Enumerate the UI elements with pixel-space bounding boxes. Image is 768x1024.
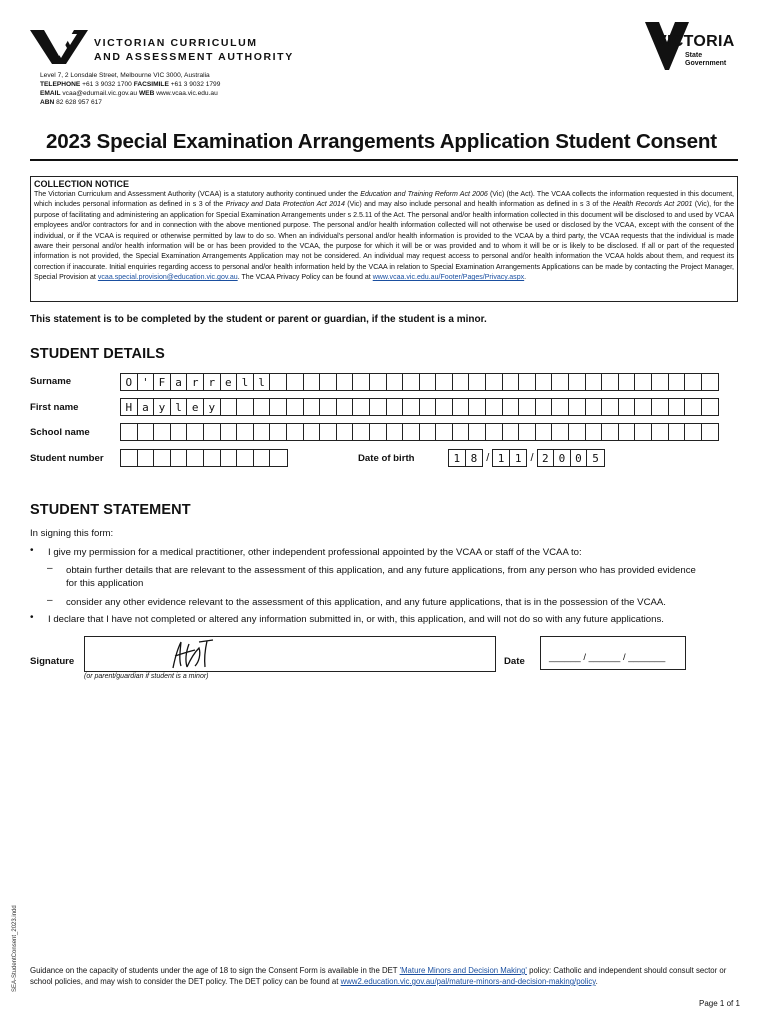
privacy-policy-link[interactable]: www.vcaa.vic.edu.au/Footer/Pages/Privacy.aspx [372,274,525,282]
char-box[interactable] [121,424,138,440]
first-name-field[interactable] [120,398,719,416]
char-box[interactable] [353,374,370,390]
char-box[interactable] [469,424,486,440]
handwritten-signature-icon [169,638,219,672]
char-box[interactable] [420,399,437,415]
statement-subitem-evidence: consider any other evidence relevant to the assessment of this application, and any future applications, that is in the possession of the VCAA. [66,597,666,608]
char-box[interactable] [669,374,686,390]
char-box[interactable] [420,424,437,440]
char-box[interactable] [403,399,420,415]
char-box[interactable] [702,374,719,390]
char-box[interactable]: ' [138,374,155,390]
date-field-lines: ______ / ______ / _______ [549,652,666,663]
char-box[interactable] [387,399,404,415]
surname-field[interactable] [120,373,719,391]
char-box[interactable] [221,450,238,466]
signature-note: (or parent/guardian if student is a minor) [84,673,209,680]
char-box[interactable] [420,374,437,390]
char-box[interactable]: r [204,374,221,390]
title-divider [30,159,738,161]
dob-day[interactable] [448,449,483,467]
char-box[interactable] [586,399,603,415]
char-box[interactable] [138,450,155,466]
char-box[interactable] [536,399,553,415]
char-box[interactable] [221,424,238,440]
statement-item-declaration: I declare that I have not completed or altered any information submitted in, or with, this application, and will not do so with any future applications. [48,614,664,625]
char-box[interactable] [370,374,387,390]
signature-field[interactable] [84,636,496,672]
char-box[interactable] [287,399,304,415]
char-box[interactable] [635,399,652,415]
dob-label: Date of birth [358,453,415,464]
char-box[interactable] [270,374,287,390]
char-box[interactable] [237,399,254,415]
char-box[interactable] [370,424,387,440]
char-box[interactable] [453,424,470,440]
student-statement-heading: STUDENT STATEMENT [30,502,191,518]
student-number-field[interactable] [120,449,288,467]
char-box[interactable] [536,424,553,440]
char-box[interactable]: 5 [592,451,599,465]
char-box[interactable] [387,374,404,390]
char-box[interactable]: l [237,374,254,390]
char-box[interactable] [320,424,337,440]
char-box[interactable]: y [154,399,171,415]
char-box[interactable] [635,424,652,440]
char-box[interactable] [702,424,719,440]
char-box[interactable]: a [171,374,188,390]
char-box[interactable] [685,374,702,390]
char-box[interactable] [669,399,686,415]
char-box[interactable]: e [187,399,204,415]
first-name-label: First name [30,402,79,413]
char-box[interactable]: l [171,399,188,415]
char-box[interactable] [121,450,138,466]
char-box[interactable] [652,424,669,440]
char-box[interactable] [237,450,254,466]
char-box[interactable] [469,399,486,415]
char-box[interactable] [486,399,503,415]
char-box[interactable] [685,424,702,440]
char-box[interactable]: 8 [470,451,478,465]
signature-label: Signature [30,656,75,667]
char-box[interactable] [436,399,453,415]
date-label: Date [504,656,525,667]
char-box[interactable] [586,374,603,390]
char-box[interactable] [519,374,536,390]
char-box[interactable] [370,399,387,415]
char-box[interactable] [669,424,686,440]
char-box[interactable] [154,450,171,466]
char-box[interactable]: 0 [554,450,571,466]
char-box[interactable] [254,424,271,440]
char-box[interactable] [171,424,188,440]
char-box[interactable] [702,399,719,415]
school-name-field[interactable] [120,423,719,441]
vcaa-logo-icon [28,26,90,66]
char-box[interactable] [270,424,287,440]
char-box[interactable] [254,399,271,415]
char-box[interactable] [619,399,636,415]
char-box[interactable] [320,399,337,415]
char-box[interactable] [403,374,420,390]
char-box[interactable] [619,374,636,390]
char-box[interactable] [154,424,171,440]
statement-subitem-details: obtain further details that are relevant to the assessment of this application, and any future applications, from any person who has provided evidence for this application [66,565,696,589]
dob-separator: / [486,452,490,464]
char-box[interactable] [171,450,188,466]
collection-notice-heading: COLLECTION NOTICE [34,179,129,189]
bullet-icon: • [30,612,34,623]
dash-icon: – [47,595,53,606]
char-box[interactable] [204,424,221,440]
school-name-label: School name [30,427,90,438]
char-box[interactable] [270,399,287,415]
char-box[interactable] [469,374,486,390]
dob-year[interactable] [537,449,605,467]
student-number-label: Student number [30,453,104,464]
char-box[interactable] [602,374,619,390]
char-box[interactable] [685,399,702,415]
char-box[interactable] [304,424,321,440]
char-box[interactable] [138,424,155,440]
dash-icon: – [47,563,53,574]
org-name: VICTORIAN CURRICULUM AND ASSESSMENT AUTHORITY [94,37,294,63]
char-box[interactable]: 2 [538,450,555,466]
mature-minors-policy-link[interactable]: 'Mature Minors and Decision Making' [399,966,527,975]
page-number: Page 1 of 1 [699,999,740,1008]
char-box[interactable] [353,424,370,440]
char-box[interactable] [187,424,204,440]
collection-notice-text: The Victorian Curriculum and Assessment Authority (VCAA) is a statutory authority continued under the Education and Training Reform Act 2006 (Vic) (the Act). The VCAA collects the information requested in this document, which includes personal information as defined in s 3 of the Privacy and Data Protection Act 2014 (Vic) and may also include personal and health information as defined in s 3 of the Health Records Act 2001 (Vic), for the purpose of facilitating and administering an application for Special Examination Arrangements under s 2.5.11 of the Act. The personal and/or health information collected in this document will be disclosed to and used by VCAA employees and/or contractors for and in connection with the above mentioned purpose. The personal and/or health information collected will not otherwise be used or disclosed by the VCAA, except with the consent of the individual, or if the VCAA is required or otherwise permitted by law to do so. When an individual's personal and/or health information is provided to the VCAA by a third party, the VCAA requests that the individual is made aware their personal and/or health information will be or has been provided to the VCAA, the purpose for which it will be or was provided and to whom it will be or is likely to be disclosed. If all or part of the requested information is not provided, the Special Examination Arrangements Application may not be considered. An individual may request access to personal and/or health information the VCAA holds about them, and request its correction if inaccurate. Initial enquiries regarding access to personal and/or health information held by the VCAA in relation to Special Examination Arrangements Applications can be made by contacting the Project Manager, Special Provision at vcaa.special.provision@education.vic.gov.au. The VCAA Privacy Policy can be found at www.vcaa.vic.edu.au/Footer/Pages/Privacy.aspx. [34,191,734,282]
char-box[interactable] [519,424,536,440]
char-box[interactable] [387,424,404,440]
statement-item-permission: I give my permission for a medical practitioner, other independent professional appointed by the VCAA or staff of the VCAA to: [48,547,582,558]
char-box[interactable] [486,424,503,440]
special-provision-email-link[interactable]: vcaa.special.provision@education.vic.gov.au [97,274,238,282]
char-box[interactable] [586,424,603,440]
char-box[interactable] [254,450,271,466]
char-box[interactable]: l [254,374,271,390]
student-details-heading: STUDENT DETAILS [30,346,165,362]
vic-logo-word: VICTORIA [656,33,735,50]
char-box[interactable]: 1 [514,451,522,465]
char-box[interactable] [552,374,569,390]
document-code: SEA-StudentConsent_2023.indd [12,905,18,992]
char-box[interactable] [187,450,204,466]
char-box[interactable] [569,424,586,440]
char-box[interactable] [552,424,569,440]
char-box[interactable] [503,424,520,440]
dob-separator: / [530,452,534,464]
dob-field[interactable] [448,449,605,467]
vic-logo-sub: State Government [685,52,727,67]
char-box[interactable] [602,399,619,415]
char-box[interactable] [635,374,652,390]
char-box[interactable] [503,399,520,415]
page-title: 2023 Special Examination Arrangements Application Student Consent [46,130,717,153]
char-box[interactable]: r [187,374,204,390]
char-box[interactable] [353,399,370,415]
char-box[interactable]: 1 [493,450,510,466]
char-box[interactable]: y [204,399,221,415]
char-box[interactable] [337,424,354,440]
det-policy-url-link[interactable]: www2.education.vic.gov.au/pal/mature-minors-and-decision-making/policy [340,977,596,986]
char-box[interactable]: H [121,399,138,415]
char-box[interactable] [652,374,669,390]
char-box[interactable] [270,450,287,466]
char-box[interactable]: O [121,374,138,390]
char-box[interactable] [602,424,619,440]
char-box[interactable] [304,374,321,390]
char-box[interactable] [337,374,354,390]
statement-intro: In signing this form: [30,528,114,539]
char-box[interactable] [536,374,553,390]
char-box[interactable] [287,424,304,440]
char-box[interactable] [519,399,536,415]
char-box[interactable]: a [138,399,155,415]
char-box[interactable] [237,424,254,440]
char-box[interactable] [304,399,321,415]
char-box[interactable] [619,424,636,440]
org-contact: Level 7, 2 Lonsdale Street, Melbourne VIC 3000, Australia TELEPHONE +61 3 9032 1700 FACSIMILE +61 3 9032 1799 EMAIL vcaa@edumail.vic.gov.au WEB www.vcaa.vic.edu.au ABN 82 628 957 617 [40,72,221,106]
dob-month[interactable] [492,449,527,467]
char-box[interactable] [453,399,470,415]
char-box[interactable]: e [221,374,238,390]
char-box[interactable] [453,374,470,390]
bullet-icon: • [30,545,34,556]
char-box[interactable] [652,399,669,415]
char-box[interactable] [221,399,238,415]
char-box[interactable] [287,374,304,390]
char-box[interactable]: 1 [449,450,466,466]
char-box[interactable] [503,374,520,390]
guidance-note: Guidance on the capacity of students under the age of 18 to sign the Consent Form is available in the DET 'Mature Minors and Decision Making' policy: Catholic and independent should consult sector or school policies, and may wish to consider the DET policy. The DET policy can be found at www2.education.vic.gov.au/pal/mature-minors-and-decision-making/policy. [30,966,727,986]
char-box[interactable] [337,399,354,415]
char-box[interactable] [204,450,221,466]
char-box[interactable] [403,424,420,440]
char-box[interactable]: 0 [571,450,588,466]
char-box[interactable] [552,399,569,415]
char-box[interactable] [436,424,453,440]
collection-notice [30,176,738,302]
char-box[interactable] [436,374,453,390]
char-box[interactable] [569,374,586,390]
char-box[interactable] [486,374,503,390]
char-box[interactable]: F [154,374,171,390]
completion-statement: This statement is to be completed by the student or parent or guardian, if the student is a minor. [30,314,487,325]
char-box[interactable] [569,399,586,415]
surname-label: Surname [30,376,72,387]
char-box[interactable] [320,374,337,390]
